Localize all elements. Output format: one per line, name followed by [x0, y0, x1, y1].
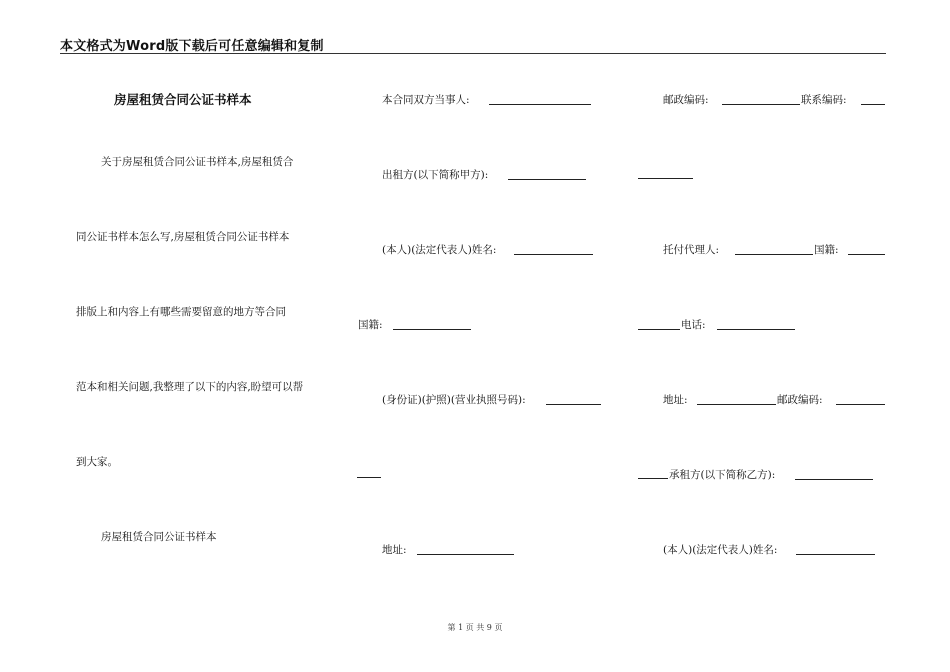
parties-blank — [489, 104, 591, 105]
lessee-name-blank — [796, 554, 875, 555]
page-number: 第 1 页 共 9 页 — [447, 623, 503, 632]
header-title: 本文格式为Word版下载后可任意编辑和复制 — [60, 39, 324, 54]
nationality-label: 国籍: — [358, 319, 383, 331]
postal2-blank — [836, 404, 885, 405]
agent-address-label: 地址: — [663, 394, 688, 406]
address-label: 地址: — [382, 544, 407, 556]
name-label: (本人)(法定代表人)姓名: — [382, 244, 497, 256]
postal2-label: 邮政编码: — [777, 394, 823, 406]
contact-blank — [861, 104, 885, 105]
postal2-blank-continued — [638, 478, 668, 479]
intro-line-3: 排版上和内容上有哪些需要留意的地方等合同 — [76, 306, 286, 318]
lessee-label: 承租方(以下简称乙方): — [669, 469, 776, 481]
intro-line-4: 范本和相关问题,我整理了以下的内容,盼望可以帮 — [76, 381, 304, 393]
document-header — [60, 35, 886, 54]
agent-nationality-blank — [848, 254, 885, 255]
lessor-label: 出租方(以下简称甲方): — [382, 169, 489, 181]
intro-line-1: 关于房屋租赁合同公证书样本,房屋租赁合 — [101, 156, 294, 168]
agent-label: 托付代理人: — [663, 244, 720, 256]
phone-blank — [717, 329, 795, 330]
name-blank — [514, 254, 593, 255]
agent-blank — [735, 254, 813, 255]
agent-nationality-label: 国籍: — [814, 244, 839, 256]
lessor-blank — [508, 179, 586, 180]
agent-address-blank — [697, 404, 776, 405]
id-label: (身份证)(护照)(营业执照号码): — [382, 394, 526, 406]
lessee-name-label: (本人)(法定代表人)姓名: — [663, 544, 778, 556]
intro-line-5: 到大家。 — [76, 456, 118, 468]
contact-label: 联系编码: — [801, 94, 847, 106]
phone-label: 电话: — [681, 319, 706, 331]
document-title: 房屋租赁合同公证书样本 — [114, 92, 252, 107]
id-blank — [546, 404, 601, 405]
id-blank-continued — [357, 477, 381, 478]
postal-label: 邮政编码: — [663, 94, 709, 106]
lessee-blank — [795, 479, 873, 480]
section-subtitle: 房屋租赁合同公证书样本 — [101, 531, 217, 543]
contact-blank-continued — [638, 178, 693, 179]
postal-blank — [722, 104, 800, 105]
agent-nationality-blank-continued — [638, 329, 680, 330]
address-blank — [417, 554, 514, 555]
nationality-blank — [393, 329, 471, 330]
parties-label: 本合同双方当事人: — [382, 94, 470, 106]
intro-line-2: 同公证书样本怎么写,房屋租赁合同公证书样本 — [76, 231, 290, 243]
